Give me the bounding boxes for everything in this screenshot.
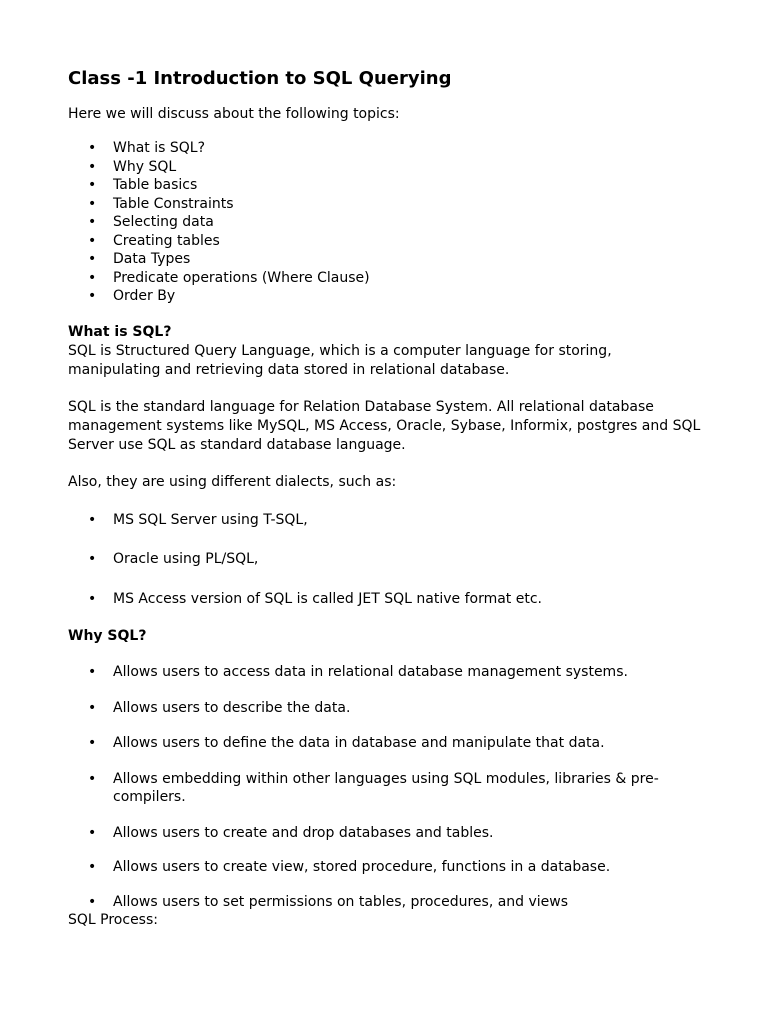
bullet-icon: • (88, 735, 97, 751)
what-heading: What is SQL? (68, 323, 172, 340)
bullet-icon: • (88, 232, 97, 249)
bullet-icon: • (88, 177, 97, 193)
bullet-icon: • (88, 158, 97, 175)
sql-process-label: SQL Process: (68, 912, 158, 928)
list-item: • Allows users to create and drop databases and tables. (88, 824, 494, 841)
list-item: • Table basics (88, 177, 198, 193)
bullet-icon: • (88, 770, 97, 787)
list-item: • Data Types (88, 251, 191, 267)
bullet-icon: • (88, 269, 97, 286)
bullet-icon: • (88, 859, 97, 875)
list-item: • Allows embedding within other languages using SQL modules, libraries & pre-compilers. (88, 770, 659, 805)
document-page (68, 66, 708, 930)
dialects-intro: Also, they are using different dialects, such as: (68, 473, 397, 490)
bullet-icon: • (88, 590, 97, 607)
list-item: • Creating tables (88, 232, 220, 249)
list-item: • Allows users to access data in relational database management systems. (88, 664, 628, 680)
intro-text: Here we will discuss about the following topics: (68, 106, 400, 122)
list-item: • Table Constraints (88, 195, 234, 212)
bullet-icon: • (88, 140, 97, 156)
what-paragraph-1: SQL is Structured Query Language, which is a computer language for storing, manipulating and retrieving data stored in relational database. (68, 342, 612, 378)
list-item: • What is SQL? (88, 140, 206, 156)
why-heading: Why SQL? (68, 628, 147, 644)
list-item: • Oracle using PL/SQL, (88, 551, 259, 567)
bullet-icon: • (88, 699, 97, 716)
what-paragraph-2: SQL is the standard language for Relation Database System. All relational database management systems like MySQL, MS Access, Oracle, Sybase, Informix, postgres and SQL Server use SQL as standard database language. (68, 398, 701, 453)
list-item: • MS SQL Server using T-SQL, (88, 511, 308, 528)
bullet-icon: • (88, 195, 97, 212)
bullet-icon: • (88, 251, 97, 267)
list-item: • Allows users to describe the data. (88, 699, 351, 716)
topics-list (68, 139, 708, 306)
bullet-icon: • (88, 893, 97, 910)
bullet-icon: • (88, 824, 97, 841)
list-item: • Allows users to set permissions on tables, procedures, and views (88, 893, 569, 910)
dialects-list (68, 511, 708, 609)
page-title: Class -1 Introduction to SQL Querying (68, 68, 452, 89)
bullet-icon: • (88, 511, 97, 528)
list-item: • Predicate operations (Where Clause) (88, 269, 370, 286)
list-item: • Allows users to create view, stored procedure, functions in a database. (88, 859, 611, 875)
bullet-icon: • (88, 288, 97, 304)
list-item: • Why SQL (88, 158, 177, 175)
list-item: • Allows users to define the data in database and manipulate that data. (88, 735, 605, 751)
bullet-icon: • (88, 551, 97, 567)
bullet-icon: • (88, 214, 97, 230)
list-item: • MS Access version of SQL is called JET SQL native format etc. (88, 590, 542, 607)
list-item: • Order By (88, 288, 176, 304)
why-list (68, 663, 708, 911)
bullet-icon: • (88, 664, 97, 680)
list-item: • Selecting data (88, 214, 214, 230)
